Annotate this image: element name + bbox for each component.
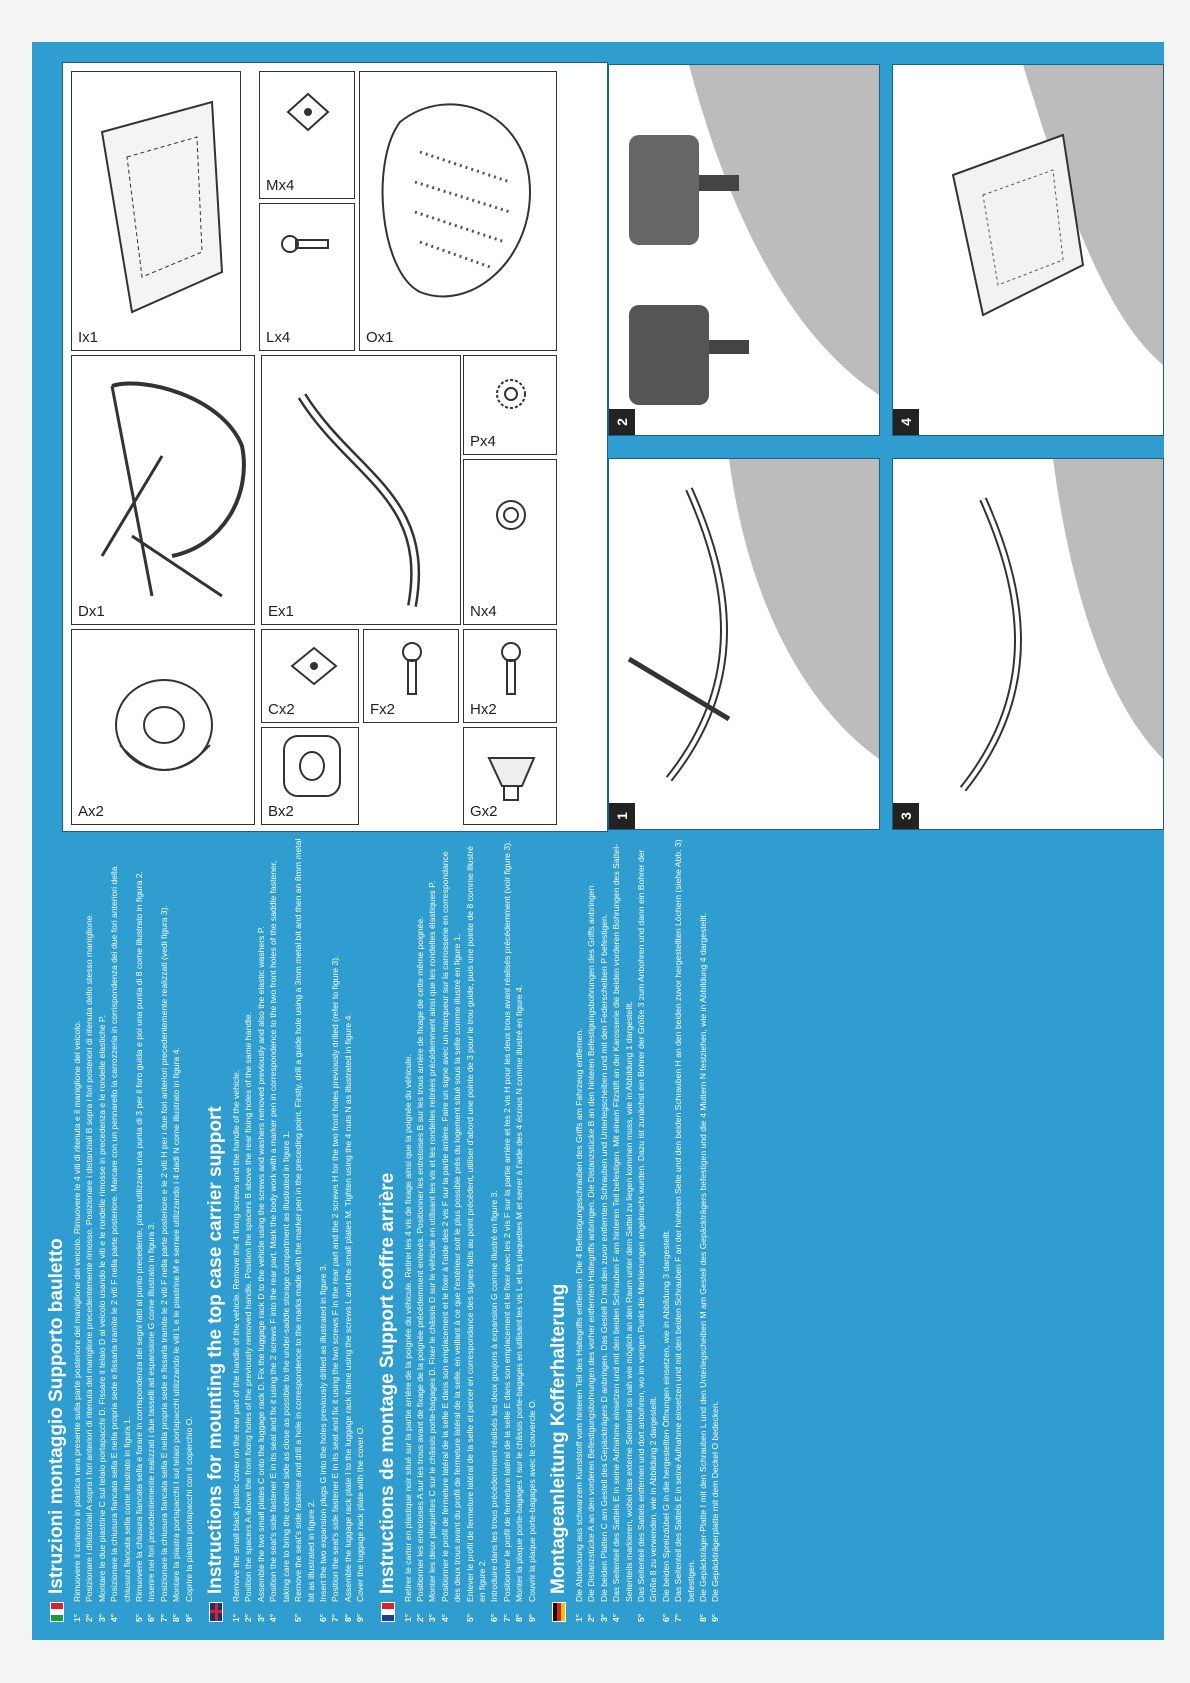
part-m — [259, 71, 355, 199]
lang-title: Montageanleitung Kofferhalterung — [548, 1283, 569, 1594]
step: 8° Montare la piastra portapacchi I sul telaio portapacchi utilizzando le viti L e le piastrine M e serrare utilizzando i 4 dadi N come illustrato in figura 4. — [171, 1047, 182, 1622]
step: 4° Posizionare la chiusura fiancata sella E nella propria sede e fissarla tramite le 2 viti F nella parte posteriore. Marcare con un pennarello la carrozzeria in corrispondenza dei due fori anteriori della chiusura fiancata sella come illustrato in figura 1. — [109, 866, 132, 1622]
part-label: Ix1 — [78, 329, 99, 346]
figure-number: 4 — [893, 409, 919, 435]
part-g — [463, 727, 557, 825]
part-label: Dx1 — [78, 603, 105, 620]
instructions-text — [32, 820, 1164, 1640]
step: 3° Die beiden Platten C am Gestell des Gepäckträgers D anbringen. Das Gestell D mit den zuvor entfernten Schrauben und Unterlegscheiben und mit den Federscheiben P befestigen. — [598, 913, 609, 1622]
part-label: Ex1 — [268, 603, 294, 620]
step: 8° Monter la plaque porte-bagages I sur le châssis porte-bagages en utilisant les vis L et les plaquettes M et serrer à l'aide des 4 écrous N comme illustré en figure 4. — [514, 984, 525, 1622]
figure-2 — [608, 64, 880, 436]
lang-italian — [46, 838, 195, 1622]
step: 5° Rimuovere la chiusura fiancata sella e forare in corrispondenza dei segni fatti al punto precedente, prima utilizzare una punta di 3 per il foro guida e poi una punta di 8 come illustrato in figura 2. — [134, 871, 145, 1622]
step: 7° Das Seitenteil des Sattels E in seine Aufnahme einsetzen und mit den beiden Schrauben F an der hinteren Seite und den beiden Schrauben H an den beiden zuvor hergestellten Löchern (siehe Abb. 3) befestigen. — [673, 839, 696, 1622]
step: 9° Cover the luggage rack plate with the cover O. — [355, 1425, 366, 1622]
part-f — [363, 629, 459, 723]
part-p — [463, 355, 557, 455]
part-c — [261, 629, 359, 723]
instruction-sheet — [32, 42, 1164, 1640]
step: 8° Die Gepäckträger-Platte I mit den Schrauben L und den Unterlegscheiben M am Gestell des Gepäckträgers befestigen und die 4 Muttern N festziehen, wie in Abbildung 4 dargestellt. — [698, 912, 709, 1622]
figure-3 — [892, 458, 1164, 830]
step: 1° Remove the small black plastic cover on the rear part of the handle of the vehicle. Remove the 4 fixing screws and the handle of the vehicle. — [231, 1069, 242, 1622]
lang-title: Instructions de montage Support coffre arrière — [376, 1172, 398, 1594]
part-label: Px4 — [470, 433, 496, 450]
step: 1° Retirer le carter en plastique noir situé sur la partie arrière de la poignée du véhicule. Retirer les 4 vis de fixage ainsi que la poignée du véhicule. — [402, 1054, 413, 1622]
part-label: Ox1 — [366, 329, 394, 346]
step: 7° Posizionare la chiusura fiancata sella E nella propria sede e fissarla tramite le 2 viti F nella parte posteriore e le 2 viti H per i due fori anteriori precedentemente realizzati (vedi figura 3). — [158, 905, 169, 1622]
part-h — [463, 629, 557, 723]
step: 3° Assemble the two small plates C onto the luggage rack D. Fix the luggage rack D to the vehicle using the screws and washers removed previously and also the elastic washers P. — [255, 926, 266, 1622]
step: 1° Die Abdeckung aus schwarzem Kunststoff vom hinteren Teil des Haltegriffs entfernen. Die 4 Befestigungsschrauben des Griffs am Fahrzeug entfernen. — [574, 1028, 584, 1622]
lang-title: Istruzioni montaggio Supporto bauletto — [46, 1238, 67, 1594]
lang-german — [548, 838, 722, 1622]
step: 4° Positionner le profil de fermeture latéral de la selle E dans son emplacement et le fixer à l'aide des 2 vis F sur la partie arrière. Faire un signe avec un marqueur sur la carrosserie en correspondance des deux trous avant du profil de fermeture latéral de la selle, en veillant à ce que l'extérieur soit le plus possible près du logement situé sous la selle comme illustré en figure 1. — [439, 851, 463, 1622]
uk-flag-icon — [209, 1602, 223, 1622]
step: 2° Position the spacers A above the front fixing holes of the previously removed handle. Position the spacers B above the rear fixing holes of the same handle. — [243, 1012, 254, 1622]
lang-title: Instructions for mounting the top case carrier support — [205, 1106, 227, 1594]
step: 8° Assemble the luggage rack plate I to the luggage rack frame using the screws L and the small plates M. Tighten using the 4 nuts N as illustrated in figure 4. — [342, 1013, 353, 1622]
part-label: Bx2 — [268, 803, 294, 820]
step: 2° Die Distanzstücke A an den vorderen Befestigungsbohrungen des vorher entfernten Haltegriffs anbringen. Die Distanzstücke B an den hinteren Befestigungsbohrungen des Griffs anbringen. — [586, 883, 597, 1622]
part-label: Cx2 — [268, 701, 295, 718]
part-n — [463, 459, 557, 625]
germany-flag-icon — [552, 1602, 566, 1622]
step: 4° Position the seat's side fastener E in its seat and fix it using the 2 screws F into the rear part. Mark the body work with a marker pen in correspondence to the two front holes of the saddle fastener, taking care to bring the external side as close as possible to the under-saddle storage compartment as illustrated in figure 1. — [268, 860, 291, 1622]
figure-number: 3 — [893, 803, 919, 829]
instructions-area — [32, 820, 1164, 1640]
part-label: Gx2 — [470, 803, 498, 820]
step: 7° Positionner le profil de fermeture latéral de la selle E dans son emplacement et le fixer avec les 2 vis F sur la partie arrière et les 2 vis H pour les deux trous avant réalisés précédemment (voir figure 3). — [501, 840, 512, 1622]
step: 1° Rimuovere il carterino in plastica nera presente sulla parte posteriore del maniglione del veicolo. Rimuovere le 4 viti di ritenuta e il maniglione del veicolo. — [72, 1020, 82, 1622]
step: 6° Insert the two expansion plugs G into the holes previously drilled as illustrated in figure 3. — [317, 1263, 328, 1622]
figure-number: 2 — [609, 409, 635, 435]
figure-1 — [608, 458, 880, 830]
figure-4 — [892, 64, 1164, 436]
step: 5° Remove the seat's side fastener and drill a hole in correspondence to the marks made with the marker pen in the preceding point. Firstly, drill a guide hole using a 3mm metal bit and then an 8mm metal bit as illustrated in figure 2. — [293, 838, 316, 1622]
part-label: Fx2 — [370, 701, 396, 718]
parts-panel — [62, 62, 608, 832]
part-label: Mx4 — [266, 177, 295, 194]
france-flag-icon — [381, 1602, 395, 1622]
step-list — [230, 838, 366, 1622]
part-d — [71, 355, 255, 625]
part-a — [71, 629, 255, 825]
figure-number: 1 — [609, 803, 635, 829]
step: 7° Position the seat's side fastener E in its seat and fix it using the two screws F in the rear part and the 2 screws H for the two front holes previously drilled (refer to figure 3). — [330, 955, 341, 1622]
step: 9° Die Gepäckträgerplatte mit dem Deckel O bedecken. — [710, 1400, 721, 1622]
step: 2° Positionner les entretoises A sur les trous avant de fixage de la poignée précédemment enlevés. Positionner les entretoises B sur les trous arrière de fixage de cette même poignée. — [414, 916, 425, 1622]
part-o — [359, 71, 557, 351]
step: 9° Coprire la piastra portapacchi con il coperchio O. — [183, 1416, 194, 1622]
part-label: Hx2 — [470, 701, 497, 718]
part-i — [71, 71, 241, 351]
part-label: Nx4 — [470, 603, 497, 620]
step: 3° Montare le due piastrine C sul telaio portapacchi D. Fissare il telaio D al veicolo usando le viti e le rondelle rimosse in precedenza e le rondelle elastiche P. — [96, 1015, 107, 1622]
lang-french — [377, 838, 538, 1622]
lang-english — [205, 838, 366, 1622]
part-e — [261, 355, 461, 625]
step-list — [573, 838, 722, 1622]
part-label: Ax2 — [78, 803, 104, 820]
step: 6° Inserire nei fori precedentemente realizzati i due tasselli ad espansione G come illustrato in figura 3. — [146, 1222, 157, 1622]
step: 2° Posizionare i distanziali A sopra i fori anteriori di ritenuta del maniglione precedentemente rimosso. Posizionare i distanziali B sopra i fori posteriori di ritenuta dello stesso maniglione. — [84, 913, 95, 1622]
step-list — [71, 838, 195, 1622]
step: 5° Das Seitenteil des Sattels entfernen und dort anbohren, wo im vorigen Punkt die Markierungen angebracht wurden. Dazu ist zunächst ein Bohrer der Größe 3 zum Anbohren und dann ein Bohrer der Größe 8 zu verwenden, wie in Abbildung 2 dargestellt. — [636, 849, 659, 1622]
part-l — [259, 203, 355, 351]
step: 5° Enlever le profil de fermeture latéral de la selle et percer en correspondance des signes faits au point précédent, utiliser d'abord une pointe de 3 pour le trou guide, puis une pointe de 8 comme illustré en figure 2. — [464, 846, 487, 1622]
italy-flag-icon — [50, 1602, 64, 1622]
part-label: Lx4 — [266, 329, 291, 346]
step: 6° Die beiden Spreizdübel G in die hergestellten Öffnungen einsetzen, wie in Abbildung 3 dargestellt. — [660, 1229, 671, 1622]
step: 9° Couvrir la plaque porte-bagages avec le couvercle O. — [526, 1398, 537, 1622]
step: 3° Monter les deux plaquettes C sur le châssis porte-bagages D. Fixer le châssis D sur le véhicule en utilisant les vis et les rondelles retirées précédemment ainsi que les rondelles élastiques P. — [427, 880, 438, 1622]
step: 6° Introduire dans les trous précédemment réalisés les deux goujons à expansion G comme illustré en figure 3. — [489, 1190, 500, 1622]
step-list — [402, 838, 538, 1622]
part-b — [261, 727, 359, 825]
step: 4° Das Seitenteil des Sattels E in seine Aufnahme einsetzen und mit den beiden Schrauben F am hinteren Teil befestigen. Mit einem Filzstift an der Karosserie die beiden vorderen Bohrungen des Sattel-Seitenteils markieren, wobei das externe Seitenteil so nah wie möglich an den Raum unter dem Sattel zu liegen kommen muss, wie in Abbildung 1 dargestellt. — [611, 844, 634, 1622]
